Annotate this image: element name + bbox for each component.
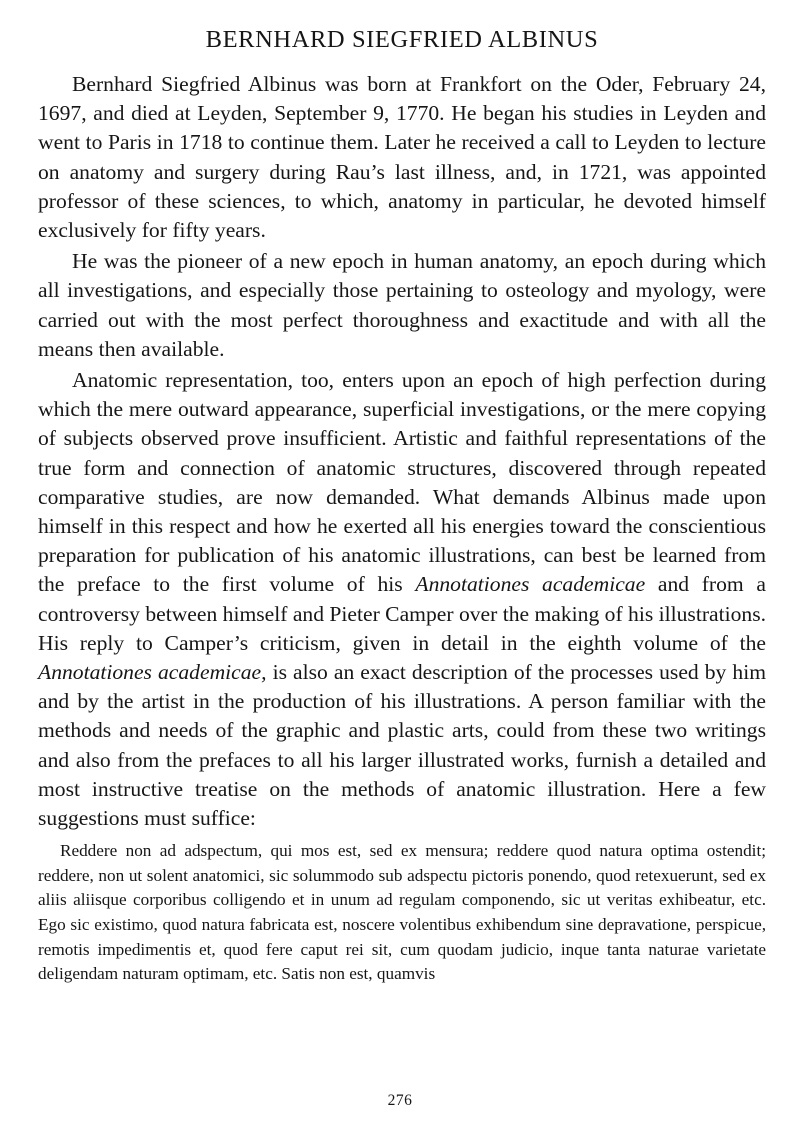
book-title-italic: Annotationes academicae, xyxy=(38,660,267,685)
text-segment: is also an exact description of the processes used by him and by the artist in the production of his illustrations. A person familiar with the methods and needs of the graphic and plastic arts, could from these two writings and also from the prefaces to all his larger illustrated works, furnish a detailed and most instructive treatise on the methods of anatomic illustration. Here a few suggestions must suffice: xyxy=(38,660,766,831)
page-number: 276 xyxy=(387,1092,413,1109)
book-title-italic: Annotationes academicae xyxy=(415,572,646,597)
paragraph-representation xyxy=(38,366,766,833)
paragraph-pioneer: He was the pioneer of a new epoch in human anatomy, an epoch during which all investigations, and especially those pertaining to osteology and myology, were carried out with the most perfect thoroughness and exactitude and with all the means then available. xyxy=(38,249,766,361)
page-title: BERNHARD SIEGFRIED ALBINUS xyxy=(205,26,599,53)
text-segment: and from a controversy between himself and Pieter Camper over the making of his illustrations. His reply to Camper’s criticism, given in detail in the eighth volume of the xyxy=(38,572,767,655)
text-segment: Anatomic representation, too, enters upon an epoch of high perfection during which the mere outward appearance, superficial investigations, or the mere copying of subjects observed prove insufficient. Artistic and faithful representations of the true form and connection of anatomic structures, discovered through repeated comparative studies, are now demanded. What demands Albinus made upon himself in this respect and how he exerted all his energies toward the conscientious preparation for publication of his anatomic illustrations, can best be learned from the preface to the first volume of his xyxy=(38,368,766,597)
page-body xyxy=(38,22,766,987)
paragraph-biography: Bernhard Siegfried Albinus was born at Frankfort on the Oder, February 24, 1697, and died at Leyden, September 9, 1770. He began his studies in Leyden and went to Paris in 1718 to continue them. Later he received a call to Leyden to lecture on anatomy and surgery during Rau’s last illness, and, in 1721, was appointed professor of these sciences, to which, anatomy in particular, he devoted himself exclusively for fifty years. xyxy=(38,72,766,243)
latin-quotation: Reddere non ad adspectum, qui mos est, sed ex mensura; reddere quod natura optima ostendit; reddere, non ut solent anatomici, sic solummodo sub adspectu pictoris ponendo, quod retexuerunt, sed ex aliis aliisque corporibus colligendo et in unum ad regulam componendo, sic ut veritas exhibeatur, etc. Ego sic existimo, quod natura fabricata est, noscere volentibus exhibendum sine depravatione, perspicue, remotis impedimentis et, quod fere caput rei sit, cum quodam judicio, inque tanta naturae varietate deligendam naturam optimam, etc. Satis non est, quamvis xyxy=(38,841,766,984)
